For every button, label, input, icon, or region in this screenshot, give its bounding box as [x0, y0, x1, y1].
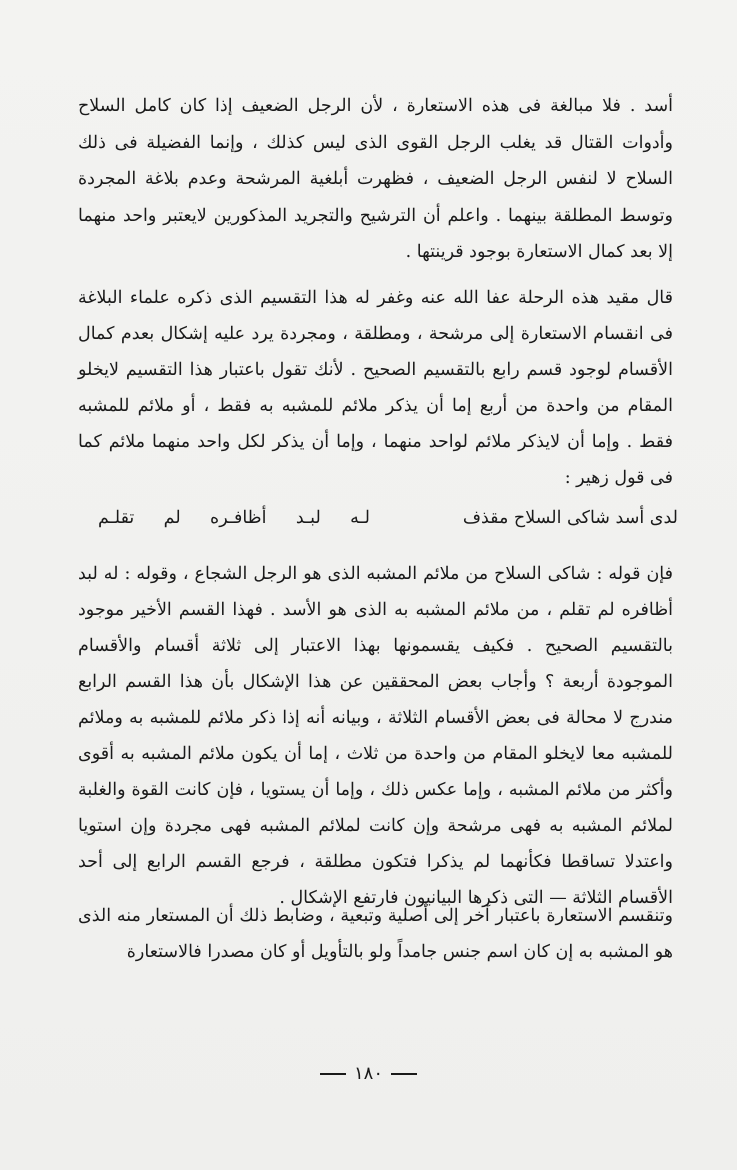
poetry-verse — [78, 502, 678, 542]
paragraph-1: أسد . فلا مبالغة فى هذه الاستعارة ، لأن الرجل الضعيف إذا كان كامل السلاح وأدوات القتال قد يغلب الرجل القوى الذى ليس كذلك ، وإنما الفضيلة فى ذلك السلاح لا لنفس الرجل الضعيف ، فظهرت أبلغية المرشحة وعدم بلاغة المجردة وتوسط المطلقة بينهما . واعلم أن الترشيح والتجريد المذكورين لايعتبر واحد منهما إلا بعد كمال الاستعارة بوجود قرينتها . — [78, 96, 673, 262]
paragraph-3: فإن قوله : شاكى السلاح من ملائم المشبه الذى هو الرجل الشجاع ، وقوله : له لبد أظافره لم تقلم ، من ملائم المشبه به الذى هو الأسد . فهذا القسم الأخير موجود بالتقسيم الصحيح . فكيف يقسمونها بهذا الاعتبار إلى ثلاثة أقسام والأقسام الموجودة أربعة ؟ وأجاب بعض المحققين عن هذا الإشكال بأن هذا القسم الرابع مندرج لا محالة فى بعض الأقسام الثلاثة ، وبيانه أنه إذا ذكر ملائم للمشبه به وملائم للمشبه معا لايخلو المقام من واحدة من ثلاث ، إما أن يكون ملائم المشبه به أقوى وأكثر من ملائم المشبه ، وإما عكس ذلك ، وإما أن يستويا ، فإن كانت القوة والغلبة لملائم المشبه به فهى مرشحة وإن كانت لملائم المشبه فهى مجردة وإن استويا واعتدلا تساقطا فكأنهما لم يذكرا فتكون مطلقة ، فرجع القسم الرابع إلى أحد الأقسام الثلاثة — التى ذكرها البيانيون فارتفع الإشكال . — [78, 564, 673, 908]
verse-second-hemistich: لـه لبـد أظافـره لم تقلـم — [98, 508, 370, 528]
page-number: ١٨٠ — [353, 1063, 383, 1084]
page-number-footer — [0, 1063, 737, 1084]
paragraph-2: قال مقيد هذه الرحلة عفا الله عنه وغفر له هذا التقسيم الذى ذكره علماء البلاغة فى انقسام الاستعارة إلى مرشحة ، ومطلقة ، ومجردة يرد عليه إشكال بعدم كمال الأقسام لوجود قسم رابع بالتقسيم الصحيح . لأنك تقول باعتبار هذا التقسيم لايخلو المقام من واحدة من أربع إما أن يذكر ملائم للمشبه به فقط ، أو ملائم للمشبه فقط . وإما أن لايذكر ملائم لواحد منهما ، وإما أن يذكر لكل واحد منهما ملائم كما فى قول زهير : — [78, 288, 673, 488]
paragraph-4: وتنقسم الاستعارة باعتبار آخر إلى أصلية وتبعية ، وضابط ذلك أن المستعار منه الذى هو المشبه به إن كان اسم جنس جامداً ولو بالتأويل أو كان مصدرا فالاستعارة — [78, 906, 673, 962]
left-dash — [320, 1073, 346, 1075]
verse-first-hemistich: لدى أسد شاكى السلاح مقذف — [462, 508, 678, 528]
right-dash — [391, 1073, 417, 1075]
